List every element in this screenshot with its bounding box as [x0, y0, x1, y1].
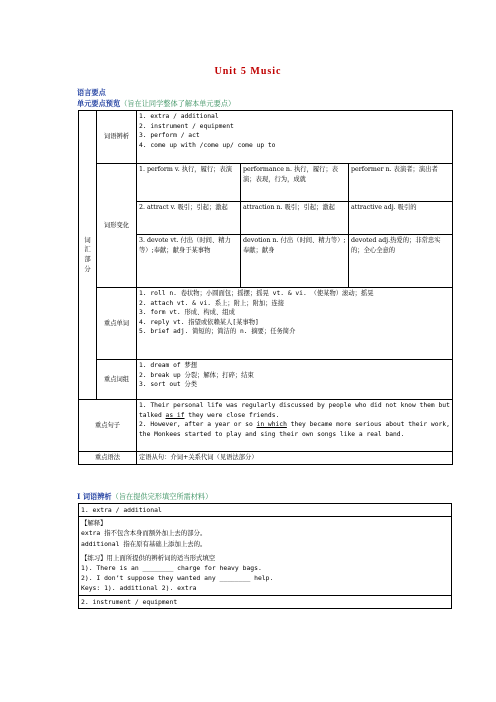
row-key-words	[79, 288, 453, 360]
analysis-head-2: 2. instrument / equipment	[79, 595, 452, 608]
practice-question-2: 2). I don’t suppose they wanted any ________ help.	[81, 574, 274, 583]
explain-line-2: additional 指在原有基础上添加上去的。	[81, 539, 207, 548]
language-points-heading: 语言要点	[77, 88, 106, 97]
row-key-sentences	[79, 400, 453, 452]
analysis-body-row	[79, 517, 452, 595]
analysis-head-row-2	[79, 595, 452, 608]
section-language-points	[77, 88, 106, 98]
analysis-head-1: 1. extra / additional	[79, 504, 452, 517]
practice-question-1: 1). There is an ________ charge for heavy bags.	[81, 564, 262, 573]
word-forms-cell: 2. attract v. 吸引；引起；激起	[137, 202, 241, 235]
page-title: Unit 5 Music	[214, 66, 282, 77]
unit-preview-heading: 单元要点预览	[77, 99, 121, 108]
analysis-table	[78, 503, 452, 609]
key-phrases-items: 1. dream of 梦想 2. break up 分裂；解体；打碎；结束 3. sort out 分类	[137, 360, 453, 400]
section-unit-preview	[77, 99, 235, 109]
explain-label: 【解释】	[81, 519, 107, 528]
word-forms-cell: 3. devote vt. 付出（时间、精力等）;奉献；献身于某事物	[137, 235, 241, 288]
grammar-text: 定语从句：介词+关系代词（见语法部分）	[137, 452, 453, 465]
word-analysis-note: （旨在提供完形填空所需材料）	[111, 492, 213, 501]
word-forms-row-1	[79, 164, 453, 202]
word-forms-cell: devoted adj.热爱的；非常忠实的；全心全意的	[349, 235, 453, 288]
word-analysis-label: 词语辨析	[97, 111, 137, 164]
key-phrases-label: 重点词组	[97, 360, 137, 400]
key-sentences-label: 重点句子	[79, 400, 137, 452]
key-words-label: 重点单词	[97, 288, 137, 360]
explain-line-1: extra 指不包含本身而额外加上去的部分。	[81, 529, 207, 538]
practice-keys: Keys: 1). additional 2). extra	[81, 584, 197, 593]
vocab-section-label: 词 汇 部 分	[79, 111, 97, 400]
word-forms-cell: performer n. 表演者；演出者	[349, 164, 453, 202]
word-analysis-items: 1. extra / additional 2. instrument / equipment 3. perform / act 4. come up with /come up/ come up to	[137, 111, 453, 164]
word-forms-cell: devotion n. 付出（时间、精力等）;奉献；献身	[241, 235, 349, 288]
unit-preview-note: （旨在让同学整体了解本单元要点）	[120, 99, 236, 108]
key-words-items: 1. roll n. 卷状物；小圆面包；摇摆；摇晃 vt. & vi. （使某物）滚动；摇晃 2. attach vt. & vi. 系上；附上；附加；连接 3. form vt. 形成、构成、组成 4. reply vt. 指望或依赖某人[某事物] 5. brief adj. 简短的；简洁的 n. 摘要；任务简介	[137, 288, 453, 360]
word-forms-cell: performance n. 执行，履行；表演；表现，行为，成就	[241, 164, 349, 202]
word-forms-cell: 1. perform v. 执行，履行；表演	[137, 164, 241, 202]
row-key-phrases	[79, 360, 453, 400]
analysis-head-row	[79, 504, 452, 517]
word-forms-label: 词形变化	[97, 164, 137, 288]
word-analysis-heading: Ⅰ 词语辨析	[77, 492, 112, 501]
practice-label: 【练习】用上面所提供的辨析词的适当形式填空	[81, 553, 216, 562]
grammar-label: 重点语法	[79, 452, 137, 465]
unit-summary-table	[78, 110, 453, 465]
section-word-analysis	[77, 492, 212, 502]
key-sentences-text: 1. Their personal life was regularly discussed by people who did not know them but talked as if they were close friends. 2. However, after a year or so in which they became more serious about their work, the Monkees started to play and sing their own songs like a real band.	[137, 400, 453, 452]
word-forms-cell: attractive adj. 吸引的	[349, 202, 453, 235]
analysis-body	[79, 517, 452, 595]
row-grammar	[79, 452, 453, 465]
row-word-analysis	[79, 111, 453, 164]
word-forms-cell: attraction n. 吸引；引起；激起	[241, 202, 349, 235]
